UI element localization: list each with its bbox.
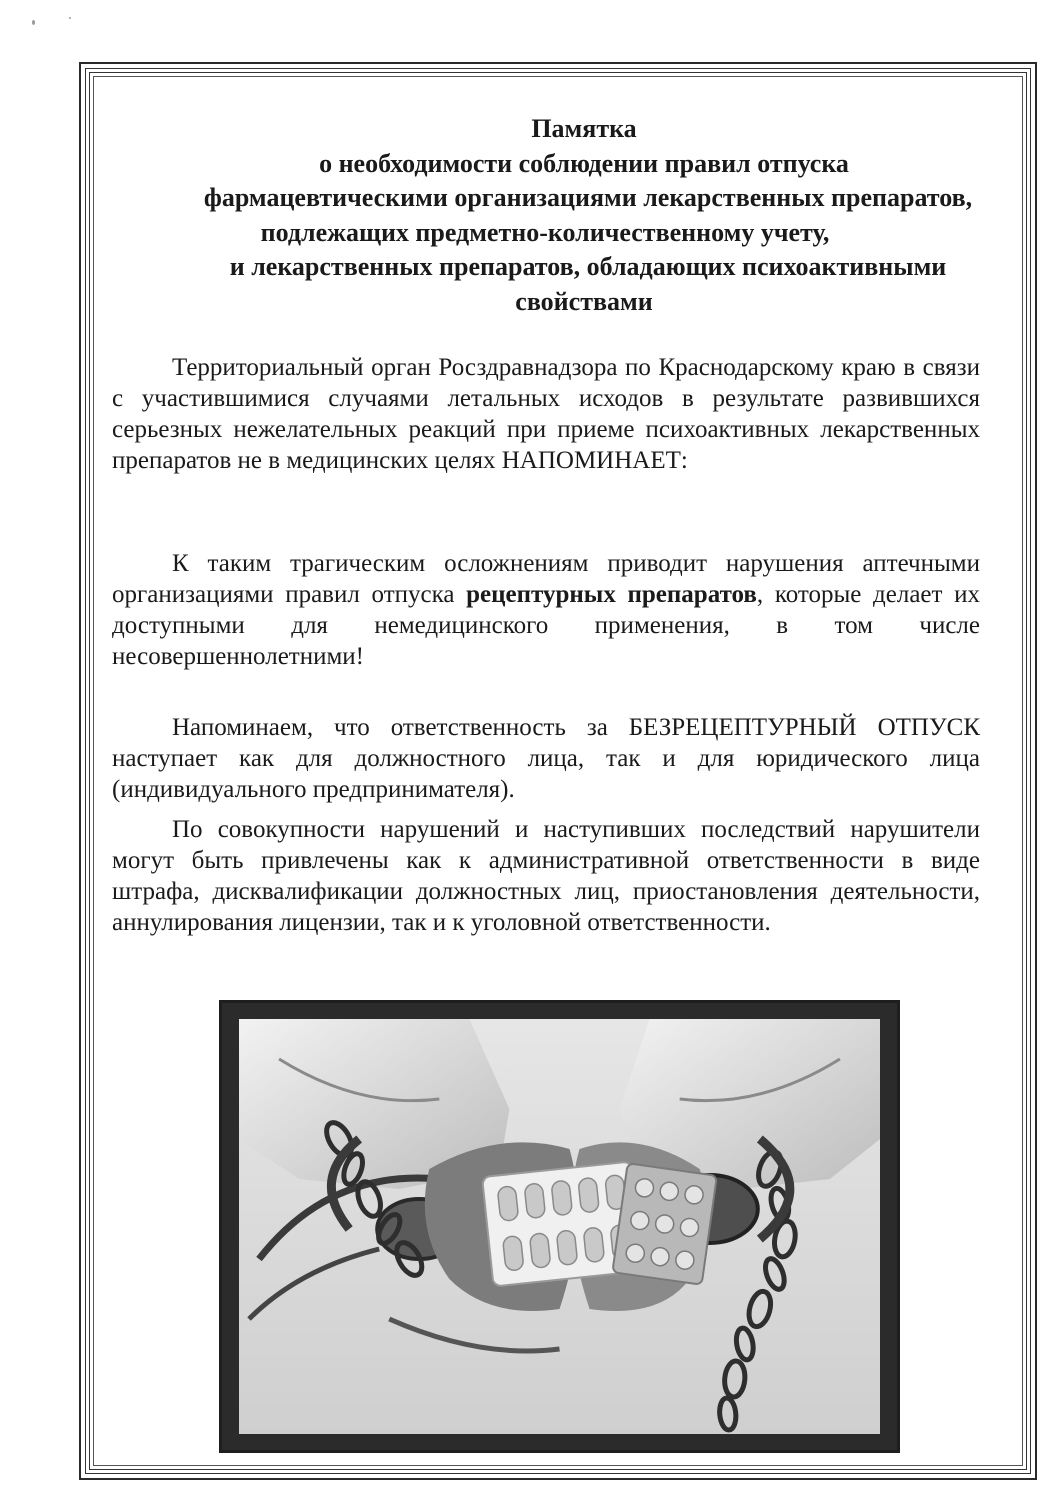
title-line: и лекарственных препаратов, обладающих психоактивными xyxy=(229,252,947,281)
paragraph-text: По совокупности нарушений и наступивших последствий нарушители могут быть привлечены как к административной ответственности в виде штрафа, дисквалификации должностных лиц, приостановления деятельности, аннулирования лицензии, так и к уголовной ответственности. xyxy=(112,816,980,936)
scan-speck xyxy=(32,20,35,25)
paragraph-text-part: К таким трагическим осложнениям приводит нарушения аптечными организациями правил отпуска xyxy=(112,550,980,608)
paragraph-complications xyxy=(112,548,980,672)
document-title xyxy=(110,112,1010,319)
paragraph-text: Напоминаем, что ответственность за БЕЗРЕЦЕПТУРНЫЙ ОТПУСК наступает как для должностного лица, так и для юридического лица (индивидуального предпринимателя). xyxy=(112,714,980,803)
tablets-group xyxy=(625,1178,704,1271)
title-line: свойствами xyxy=(515,286,653,316)
paragraph-text-part: , которые делает их доступными для немедицинского применения, в том числе несовершеннолетними! xyxy=(112,581,981,670)
paragraph-text: Территориальный орган Росздравнадзора по Краснодарскому краю в связи с участившимися случаями летальных исходов в результате развившихся серьезных нежелательных реакций при приеме психоактивных лекарственных препаратов не в медицинских целях НАПОМИНАЕТ: xyxy=(112,354,980,474)
illustration-photo xyxy=(219,1000,900,1453)
paragraph-penalties xyxy=(112,814,980,938)
title-line: подлежащих предметно-количественному учету, xyxy=(260,217,830,247)
paragraph-notice xyxy=(112,352,980,476)
scan-speck xyxy=(69,17,71,19)
paragraph-text xyxy=(112,548,980,672)
title-line: фармацевтическими организациями лекарственных препаратов, xyxy=(203,183,973,212)
title-line: о необходимости соблюдении правил отпуска xyxy=(319,148,849,178)
paragraph-liability xyxy=(112,712,980,805)
handcuffed-hands-with-pills-image xyxy=(239,1019,880,1434)
paragraph-emphasis: рецептурных препаратов xyxy=(466,581,757,608)
title-line: Памятка xyxy=(531,114,637,143)
